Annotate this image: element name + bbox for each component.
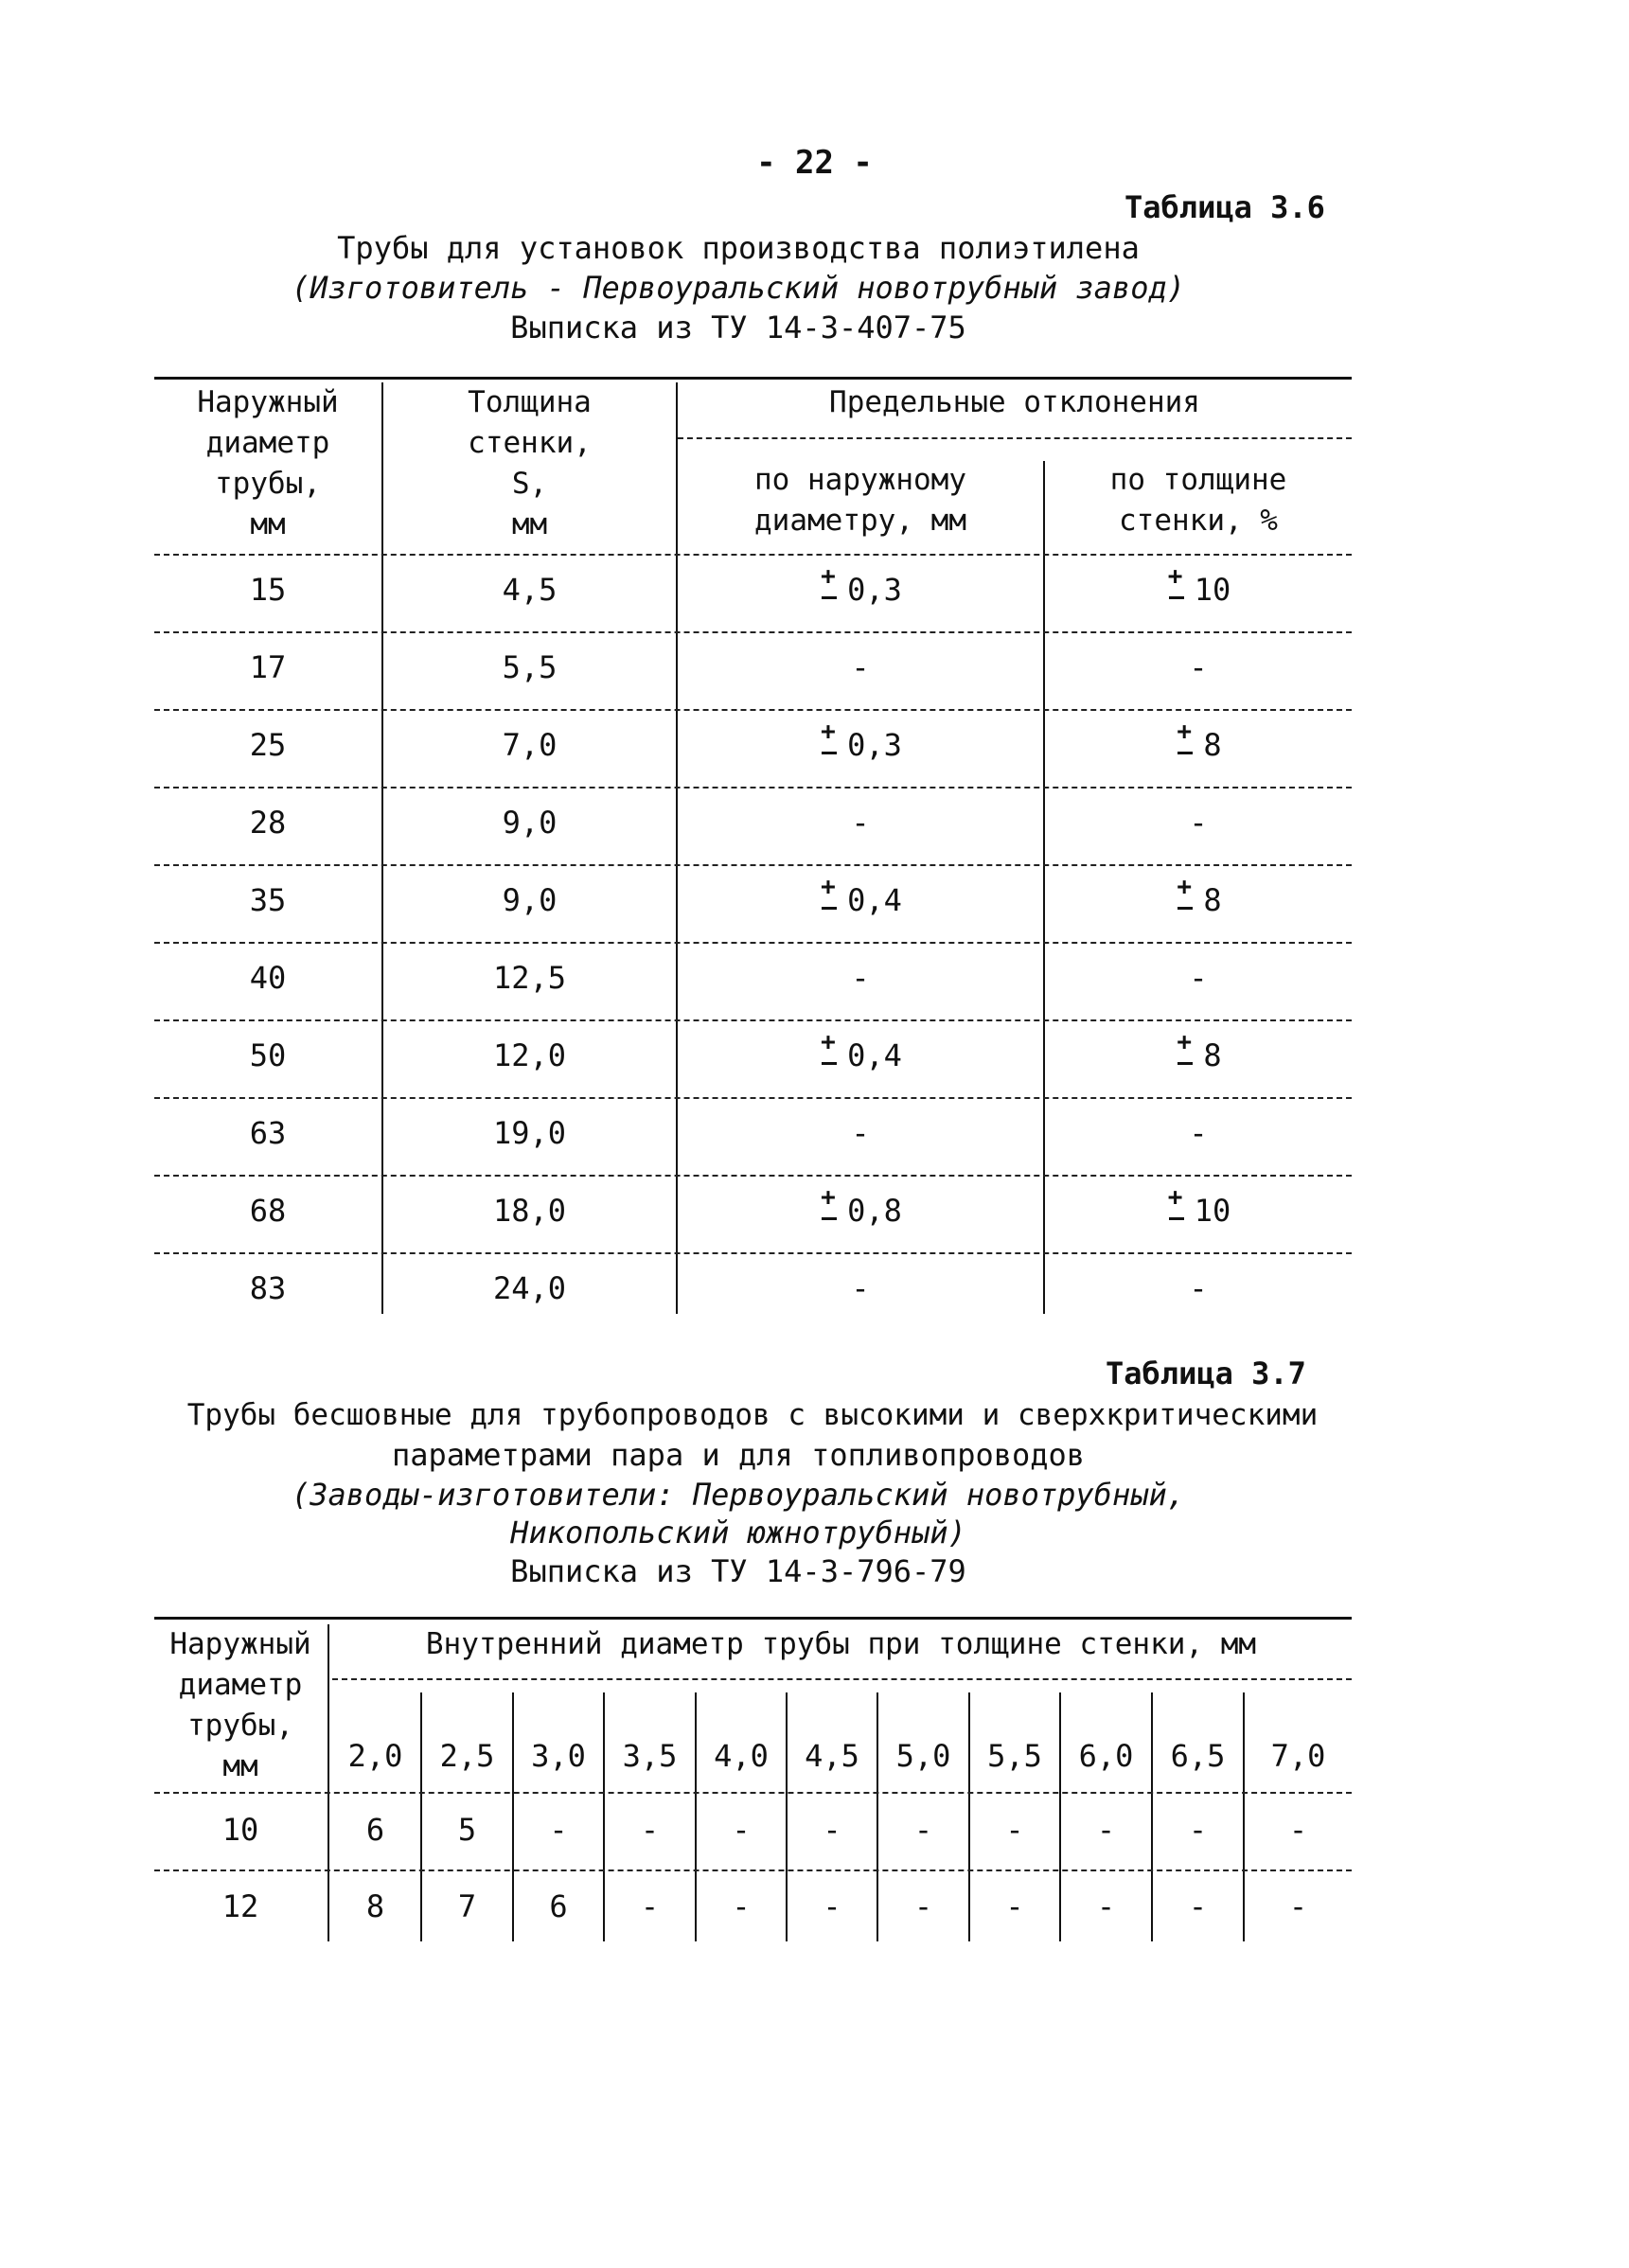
table-3-7-manufacturers: (Заводы-изготовители: Первоуральский новотрубный, bbox=[291, 1477, 1185, 1513]
header-dashed-rule bbox=[332, 1678, 1352, 1680]
header-dev-wall: по толщине стенки, % bbox=[1109, 463, 1287, 538]
table-3-6-title: Трубы для установок производства полиэтилена bbox=[337, 230, 1140, 266]
table-3-7-label: Таблица 3.7 bbox=[1106, 1355, 1306, 1391]
header-wall-thickness: Толщина стенки, S, мм bbox=[468, 385, 592, 541]
row-separator bbox=[154, 1792, 1352, 1794]
table-3-6-source: Выписка из ТУ 14-3-407-75 bbox=[510, 310, 966, 346]
table-3-7-source: Выписка из ТУ 14-3-796-79 bbox=[510, 1553, 966, 1589]
table-3-6-label: Таблица 3.6 bbox=[1124, 189, 1325, 225]
row-separator bbox=[154, 1869, 1352, 1871]
header-deviations: Предельные отклонения bbox=[829, 385, 1200, 419]
table-top-rule bbox=[154, 1617, 1352, 1620]
table-3-7: Наружный диаметр трубы, мм Внутренний диаметр трубы при толщине стенки, мм 2,0 2,5 3,0 3,5 4,0 4,5 5,0 5,5 6,0 6,5 7,0 10 6 5 - - - - - - - - - 12 8 7 6 - - - - - - - - bbox=[0, 0, 1629, 2268]
table-3-7-title: Трубы бесшовные для трубопроводов с высокими и сверхкритическими bbox=[186, 1398, 1319, 1432]
header-inner-diameter: Внутренний диаметр трубы при толщине стенки, мм bbox=[425, 1627, 1257, 1661]
table-3-7-title-cont: параметрами пара и для топливопроводов bbox=[391, 1437, 1086, 1473]
header-outer-diameter: Наружный диаметр трубы, мм bbox=[197, 385, 339, 541]
header-dev-outer: по наружному диаметру, мм bbox=[754, 463, 966, 538]
page-number: - 22 - bbox=[756, 144, 873, 182]
table-3-6-manufacturer: (Изготовитель - Первоуральский новотрубный завод) bbox=[291, 270, 1185, 306]
header-outer-diameter: Наружный диаметр трубы, мм bbox=[169, 1627, 311, 1783]
table-3-6: Наружный диаметр трубы, мм Толщина стенки, S, мм Предельные отклонения по наружному диаметру, мм по толщине стенки, % 15 4,5 + 0,3 + 10 17 5,5 - - 25 7,0 + 0,3 + 8 28 9,0 - - 35 9,0 + 0,4 + 8 40 12,5 - - 50 12,0 + 0,4 + 8 63 19,0 - - 68 18,0 + 0,8 + 10 83 24,0 - - bbox=[0, 0, 1629, 2268]
table-3-7-manufacturers-cont: Никопольский южнотрубный) bbox=[510, 1515, 966, 1550]
column-divider bbox=[328, 1624, 329, 1941]
